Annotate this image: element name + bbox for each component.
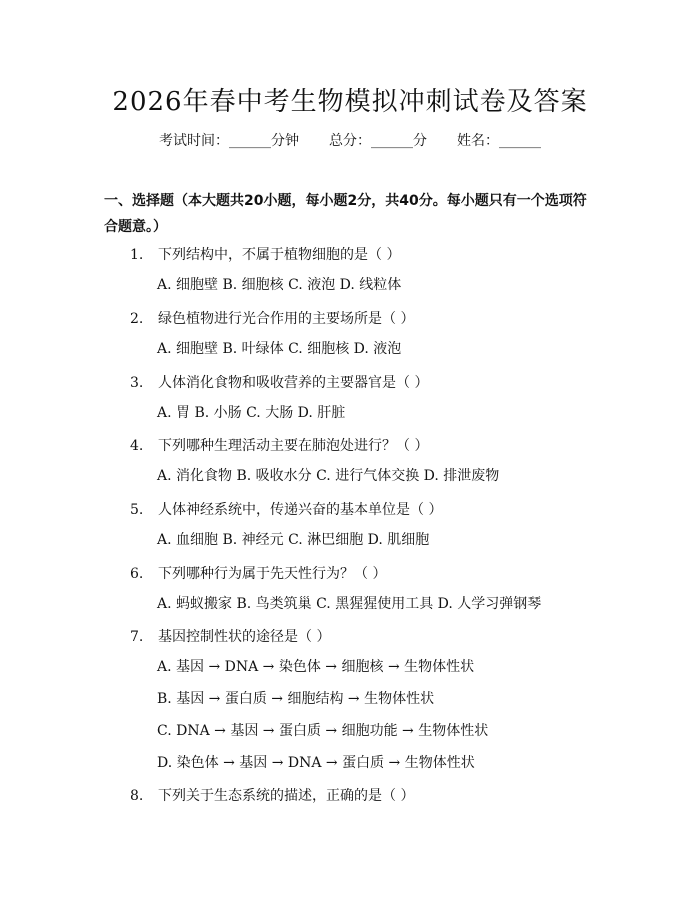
question-number: 8. — [130, 788, 144, 804]
question-4 — [130, 436, 428, 456]
question-6 — [130, 564, 386, 584]
question-text: 基因控制性状的途径是（ ） — [158, 629, 331, 645]
exam-meta — [0, 131, 700, 151]
question-number: 1. — [130, 247, 144, 263]
question-3 — [130, 373, 428, 393]
question-text: 下列结构中，不属于植物细胞的是（ ） — [158, 247, 401, 263]
question-text: 人体神经系统中，传递兴奋的基本单位是（ ） — [158, 502, 443, 518]
question-3-options: A. 胃 B. 小肠 C. 大肠 D. 肝脏 — [157, 405, 346, 421]
exam-time-field: 考试时间：______分钟 — [159, 133, 299, 149]
question-number: 4. — [130, 438, 144, 454]
page-title: 2026年春中考生物模拟冲刺试卷及答案 — [112, 87, 588, 117]
question-2-options: A. 细胞壁 B. 叶绿体 C. 细胞核 D. 液泡 — [157, 341, 402, 357]
question-number: 7. — [130, 629, 144, 645]
question-6-options: A. 蚂蚁搬家 B. 鸟类筑巢 C. 黑猩猩使用工具 D. 人学习弹钢琴 — [157, 596, 542, 612]
question-5-options: A. 血细胞 B. 神经元 C. 淋巴细胞 D. 肌细胞 — [157, 532, 430, 548]
question-text: 下列关于生态系统的描述，正确的是（ ） — [158, 788, 415, 804]
question-7-option-a: A. 基因 → DNA → 染色体 → 细胞核 → 生物体性状 — [157, 659, 475, 675]
total-score-field: 总分：______分 — [329, 133, 427, 149]
question-7-option-b: B. 基因 → 蛋白质 → 细胞结构 → 生物体性状 — [157, 691, 435, 707]
question-4-options: A. 消化食物 B. 吸收水分 C. 进行气体交换 D. 排泄废物 — [157, 468, 500, 484]
name-field: 姓名：______ — [457, 133, 541, 149]
section-heading-choice: 一、选择题（本大题共20小题，每小题2分，共40分。每小题只有一个选项符合题意。） — [104, 193, 587, 235]
question-text: 人体消化食物和吸收营养的主要器官是（ ） — [158, 375, 429, 391]
question-2 — [130, 309, 414, 329]
question-number: 3. — [130, 375, 144, 391]
question-5 — [130, 500, 442, 520]
question-text: 下列哪种行为属于先天性行为？（ ） — [158, 566, 387, 582]
question-7 — [130, 627, 330, 647]
question-number: 5. — [130, 502, 144, 518]
question-number: 2. — [130, 311, 144, 327]
question-8 — [130, 786, 414, 806]
question-7-option-c: C. DNA → 基因 → 蛋白质 → 细胞功能 → 生物体性状 — [157, 723, 489, 739]
question-text: 下列哪种生理活动主要在肺泡处进行？（ ） — [158, 438, 429, 454]
question-1-options: A. 细胞壁 B. 细胞核 C. 液泡 D. 线粒体 — [157, 277, 402, 293]
question-1 — [130, 245, 400, 265]
question-number: 6. — [130, 566, 144, 582]
question-7-option-d: D. 染色体 → 基因 → DNA → 蛋白质 → 生物体性状 — [157, 755, 475, 771]
question-text: 绿色植物进行光合作用的主要场所是（ ） — [158, 311, 415, 327]
